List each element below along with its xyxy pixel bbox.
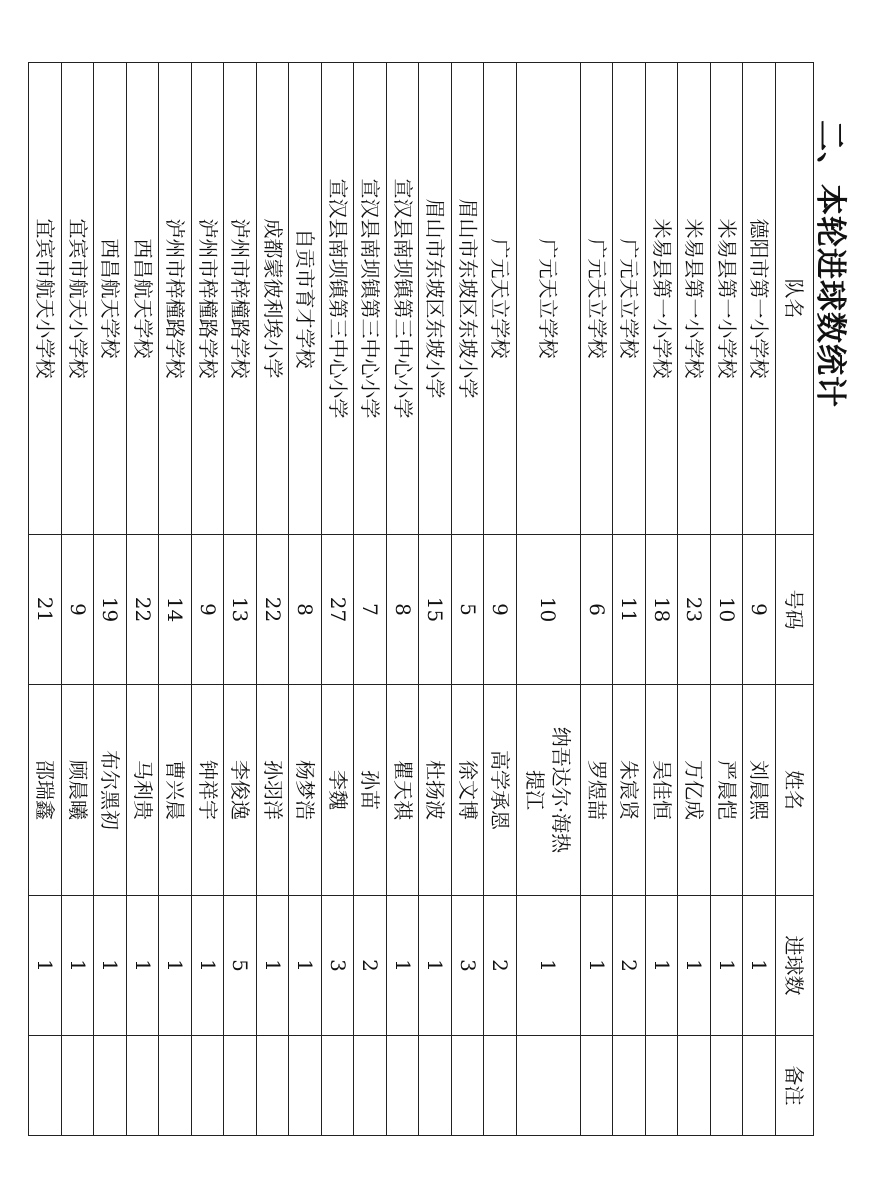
cell-goals: 2 <box>354 896 387 1036</box>
cell-name: 严晨恺 <box>711 685 744 896</box>
cell-team: 宜宾市航天小学校 <box>62 63 95 535</box>
cell-number: 22 <box>257 535 290 685</box>
cell-name: 万亿成 <box>678 685 711 896</box>
cell-name: 邵瑞鑫 <box>29 685 62 896</box>
cell-remarks <box>127 1036 160 1136</box>
cell-goals: 3 <box>322 896 355 1036</box>
cell-number: 5 <box>452 535 485 685</box>
table-header-row <box>776 63 814 1136</box>
header-team: 队名 <box>776 63 814 535</box>
header-name: 姓名 <box>776 685 814 896</box>
table-row <box>743 63 776 1136</box>
cell-team: 宣汉县南坝镇第三中心小学 <box>354 63 387 535</box>
table-row <box>127 63 160 1136</box>
cell-name: 罗煜喆 <box>581 685 614 896</box>
cell-number: 9 <box>743 535 776 685</box>
cell-name: 孙羽洋 <box>257 685 290 896</box>
cell-team: 广元天立学校 <box>581 63 614 535</box>
cell-goals: 1 <box>743 896 776 1036</box>
cell-name: 布尔黑初 <box>94 685 127 896</box>
cell-remarks <box>517 1036 581 1136</box>
cell-team: 广元天立学校 <box>517 63 581 535</box>
cell-team: 广元天立学校 <box>484 63 517 535</box>
cell-team: 眉山市东坡区东坡小学 <box>419 63 452 535</box>
cell-team: 泸州市梓橦路学校 <box>224 63 257 535</box>
cell-remarks <box>613 1036 646 1136</box>
cell-number: 18 <box>646 535 679 685</box>
cell-team: 成都蒙彼利埃小学 <box>257 63 290 535</box>
cell-name: 钟祥宇 <box>192 685 225 896</box>
table-row <box>322 63 355 1136</box>
cell-remarks <box>62 1036 95 1136</box>
cell-number: 7 <box>354 535 387 685</box>
cell-remarks <box>452 1036 485 1136</box>
table-row <box>192 63 225 1136</box>
cell-team: 西昌航天学校 <box>94 63 127 535</box>
cell-number: 19 <box>94 535 127 685</box>
header-remarks: 备注 <box>776 1036 814 1136</box>
goal-stats-table <box>29 62 815 1136</box>
cell-goals: 1 <box>678 896 711 1036</box>
cell-name: 瞿天祺 <box>387 685 420 896</box>
cell-goals: 2 <box>613 896 646 1036</box>
cell-remarks <box>354 1036 387 1136</box>
cell-name: 李俊逸 <box>224 685 257 896</box>
cell-name: 顾晨曦 <box>62 685 95 896</box>
table-row <box>517 63 581 1136</box>
cell-number: 13 <box>224 535 257 685</box>
cell-number: 11 <box>613 535 646 685</box>
cell-goals: 1 <box>711 896 744 1036</box>
cell-remarks <box>419 1036 452 1136</box>
cell-number: 9 <box>484 535 517 685</box>
cell-goals: 2 <box>484 896 517 1036</box>
cell-goals: 1 <box>29 896 62 1036</box>
cell-goals: 1 <box>646 896 679 1036</box>
cell-team: 宣汉县南坝镇第三中心小学 <box>387 63 420 535</box>
cell-goals: 5 <box>224 896 257 1036</box>
cell-name: 刘晨熙 <box>743 685 776 896</box>
cell-name: 杨梦浩 <box>289 685 322 896</box>
table-row <box>62 63 95 1136</box>
cell-name <box>517 685 581 896</box>
cell-number: 10 <box>711 535 744 685</box>
cell-goals: 1 <box>192 896 225 1036</box>
cell-name-line: 纳吾达尔·海热 <box>549 726 574 854</box>
cell-remarks <box>257 1036 290 1136</box>
cell-goals: 1 <box>159 896 192 1036</box>
cell-remarks <box>387 1036 420 1136</box>
cell-goals: 1 <box>581 896 614 1036</box>
section-number: 二、 <box>812 120 848 184</box>
cell-team: 泸州市梓橦路学校 <box>192 63 225 535</box>
cell-name: 高学承恩 <box>484 685 517 896</box>
table-row <box>354 63 387 1136</box>
cell-team: 自贡市育才学校 <box>289 63 322 535</box>
cell-remarks <box>192 1036 225 1136</box>
table-row <box>387 63 420 1136</box>
cell-name: 马利贵 <box>127 685 160 896</box>
cell-remarks <box>581 1036 614 1136</box>
cell-number: 15 <box>419 535 452 685</box>
cell-goals: 1 <box>387 896 420 1036</box>
table-row <box>419 63 452 1136</box>
cell-goals: 3 <box>452 896 485 1036</box>
cell-team: 米易县第一小学校 <box>711 63 744 535</box>
cell-remarks <box>289 1036 322 1136</box>
table-row <box>289 63 322 1136</box>
cell-goals: 1 <box>517 896 581 1036</box>
cell-goals: 1 <box>257 896 290 1036</box>
table-row <box>257 63 290 1136</box>
cell-team: 宣汉县南坝镇第三中心小学 <box>322 63 355 535</box>
cell-number: 10 <box>517 535 581 685</box>
cell-number: 14 <box>159 535 192 685</box>
cell-remarks <box>743 1036 776 1136</box>
cell-remarks <box>711 1036 744 1136</box>
table-row <box>29 63 62 1136</box>
section-title: 本轮进球数统计 <box>812 184 848 408</box>
cell-name: 朱宸贤 <box>613 685 646 896</box>
table-row <box>159 63 192 1136</box>
cell-goals: 1 <box>94 896 127 1036</box>
cell-team: 米易县第一小学校 <box>646 63 679 535</box>
cell-goals: 1 <box>127 896 160 1036</box>
cell-remarks <box>224 1036 257 1136</box>
cell-goals: 1 <box>62 896 95 1036</box>
cell-name: 曹兴晨 <box>159 685 192 896</box>
cell-number: 8 <box>289 535 322 685</box>
section-heading <box>811 120 856 408</box>
cell-number: 8 <box>387 535 420 685</box>
cell-team: 眉山市东坡区东坡小学 <box>452 63 485 535</box>
table-row <box>678 63 711 1136</box>
cell-remarks <box>646 1036 679 1136</box>
table-row <box>484 63 517 1136</box>
cell-number: 21 <box>29 535 62 685</box>
cell-name: 李魏 <box>322 685 355 896</box>
cell-remarks <box>29 1036 62 1136</box>
cell-remarks <box>678 1036 711 1136</box>
cell-team: 宜宾市航天小学校 <box>29 63 62 535</box>
table-row <box>581 63 614 1136</box>
table-row <box>94 63 127 1136</box>
cell-remarks <box>484 1036 517 1136</box>
cell-team: 广元天立学校 <box>613 63 646 535</box>
cell-team: 米易县第一小学校 <box>678 63 711 535</box>
cell-number: 6 <box>581 535 614 685</box>
table-row <box>452 63 485 1136</box>
cell-name-line: 提江 <box>523 770 548 810</box>
header-number: 号码 <box>776 535 814 685</box>
cell-remarks <box>322 1036 355 1136</box>
cell-team: 泸州市梓橦路学校 <box>159 63 192 535</box>
cell-number: 23 <box>678 535 711 685</box>
cell-name: 孙苗 <box>354 685 387 896</box>
cell-name: 杜扬波 <box>419 685 452 896</box>
cell-number: 9 <box>62 535 95 685</box>
cell-goals: 1 <box>419 896 452 1036</box>
table-row <box>711 63 744 1136</box>
cell-team: 西昌航天学校 <box>127 63 160 535</box>
cell-team: 德阳市第一小学校 <box>743 63 776 535</box>
cell-remarks <box>159 1036 192 1136</box>
cell-goals: 1 <box>289 896 322 1036</box>
table-row <box>224 63 257 1136</box>
cell-number: 27 <box>322 535 355 685</box>
cell-name: 吴佳恒 <box>646 685 679 896</box>
cell-remarks <box>94 1036 127 1136</box>
header-goals: 进球数 <box>776 896 814 1036</box>
cell-name: 徐文博 <box>452 685 485 896</box>
table-row <box>646 63 679 1136</box>
table-row <box>613 63 646 1136</box>
cell-number: 9 <box>192 535 225 685</box>
cell-number: 22 <box>127 535 160 685</box>
